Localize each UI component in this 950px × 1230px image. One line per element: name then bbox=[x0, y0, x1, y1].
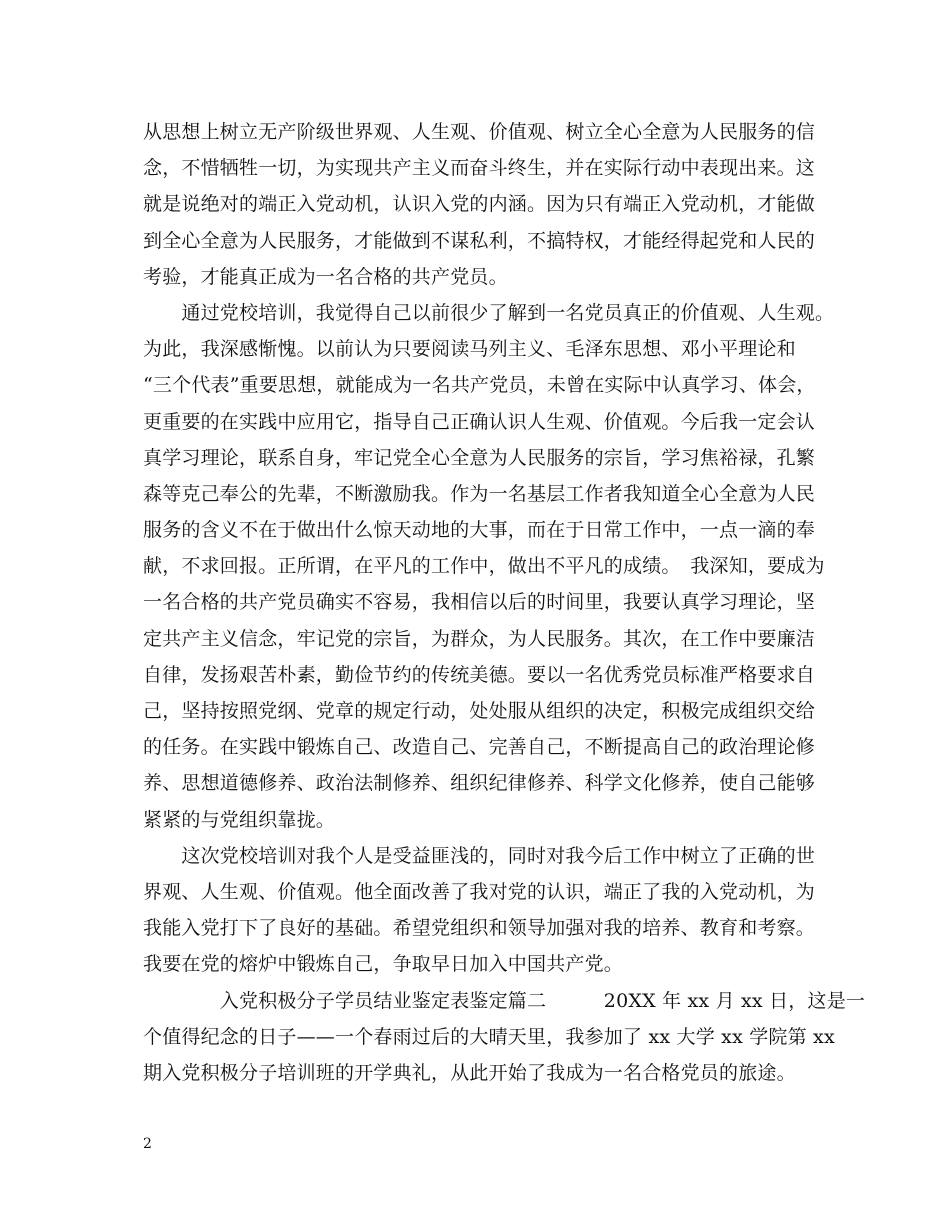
text-line: 通过党校培训，我觉得自己以前很少了解到一名党员真正的价值观、人生观。 bbox=[143, 301, 835, 324]
text-line: 一名合格的共产党员确实不容易，我相信以后的时间里，我要认真学习理论，坚 bbox=[143, 591, 816, 614]
text-line: 这次党校培训对我个人是受益匪浅的，同时对我今后工作中树立了正确的世 bbox=[143, 844, 816, 867]
text-line: 从思想上树立无产阶级世界观、人生观、价值观、树立全心全意为人民服务的信 bbox=[143, 121, 816, 143]
text-line: 己，坚持按照党纲、党章的规定行动，处处服从组织的决定，积极完成组织交给 bbox=[143, 700, 816, 722]
text-line: 我能入党打下了良好的基础。希望党组织和领导加强对我的培养、教育和考察。 bbox=[143, 917, 816, 940]
text-line: 入党积极分子学员结业鉴定表鉴定篇二 20XX 年 xx 月 xx 日，这是一 bbox=[143, 989, 866, 1012]
text-line: 服务的含义不在于做出什么惊天动地的大事，而在于日常工作中，一点一滴的奉 bbox=[143, 519, 816, 542]
body-text bbox=[143, 114, 866, 1091]
text-line: “三个代表”重要思想，就能成为一名共产党员，未曾在实际中认真学习、体会， bbox=[143, 374, 816, 397]
text-line: 森等克己奉公的先辈，不断激励我。作为一名基层工作者我知道全心全意为人民 bbox=[143, 482, 816, 505]
text-line: 考验，才能真正成为一名合格的共产党员。 bbox=[143, 265, 508, 288]
text-line: 献，不求回报。正所谓，在平凡的工作中，做出不平凡的成绩。 我深知，要成为 bbox=[143, 555, 825, 578]
text-line: 我要在党的熔炉中锻炼自己，争取早日加入中国共产党。 bbox=[143, 953, 624, 976]
text-line: 念，不惜牺牲一切，为实现共产主义而奋斗终生，并在实际行动中表现出来。这 bbox=[143, 157, 816, 180]
text-line: 更重要的在实践中应用它，指导自己正确认识人生观、价值观。今后我一定会认 bbox=[143, 410, 816, 433]
text-line: 个值得纪念的日子——一个春雨过后的大晴天里，我参加了 xx 大学 xx 学院第 xx bbox=[143, 1025, 835, 1048]
text-line: 期入党积极分子培训班的开学典礼，从此开始了我成为一名合格党员的旅途。 bbox=[143, 1061, 796, 1084]
text-line: 就是说绝对的端正入党动机，认识入党的内涵。因为只有端正入党动机，才能做 bbox=[143, 193, 816, 216]
text-line: 定共产主义信念，牢记党的宗旨，为群众，为人民服务。其次，在工作中要廉洁 bbox=[143, 627, 816, 650]
text-line: 到全心全意为人民服务，才能做到不谋私利，不搞特权，才能经得起党和人民的 bbox=[143, 229, 816, 252]
text-line: 养、思想道德修养、政治法制修养、组织纪律修养、科学文化修养，使自己能够 bbox=[143, 772, 816, 795]
text-line: 自律，发扬艰苦朴素，勤俭节约的传统美德。要以一名优秀党员标准严格要求自 bbox=[143, 663, 816, 686]
text-line: 界观、人生观、价值观。他全面改善了我对党的认识，端正了我的入党动机，为 bbox=[143, 880, 816, 903]
text-line: 紧紧的与党组织靠拢。 bbox=[143, 808, 336, 831]
text-line: 的任务。在实践中锻炼自己、改造自己、完善自己，不断提高自己的政治理论修 bbox=[143, 736, 816, 759]
page-number: 2 bbox=[143, 1136, 152, 1152]
text-line: 真学习理论，联系自身，牢记党全心全意为人民服务的宗旨，学习焦裕禄，孔繁 bbox=[143, 446, 816, 469]
text-line: 为此，我深感惭愧。以前认为只要阅读马列主义、毛泽东思想、邓小平理论和 bbox=[143, 338, 796, 361]
